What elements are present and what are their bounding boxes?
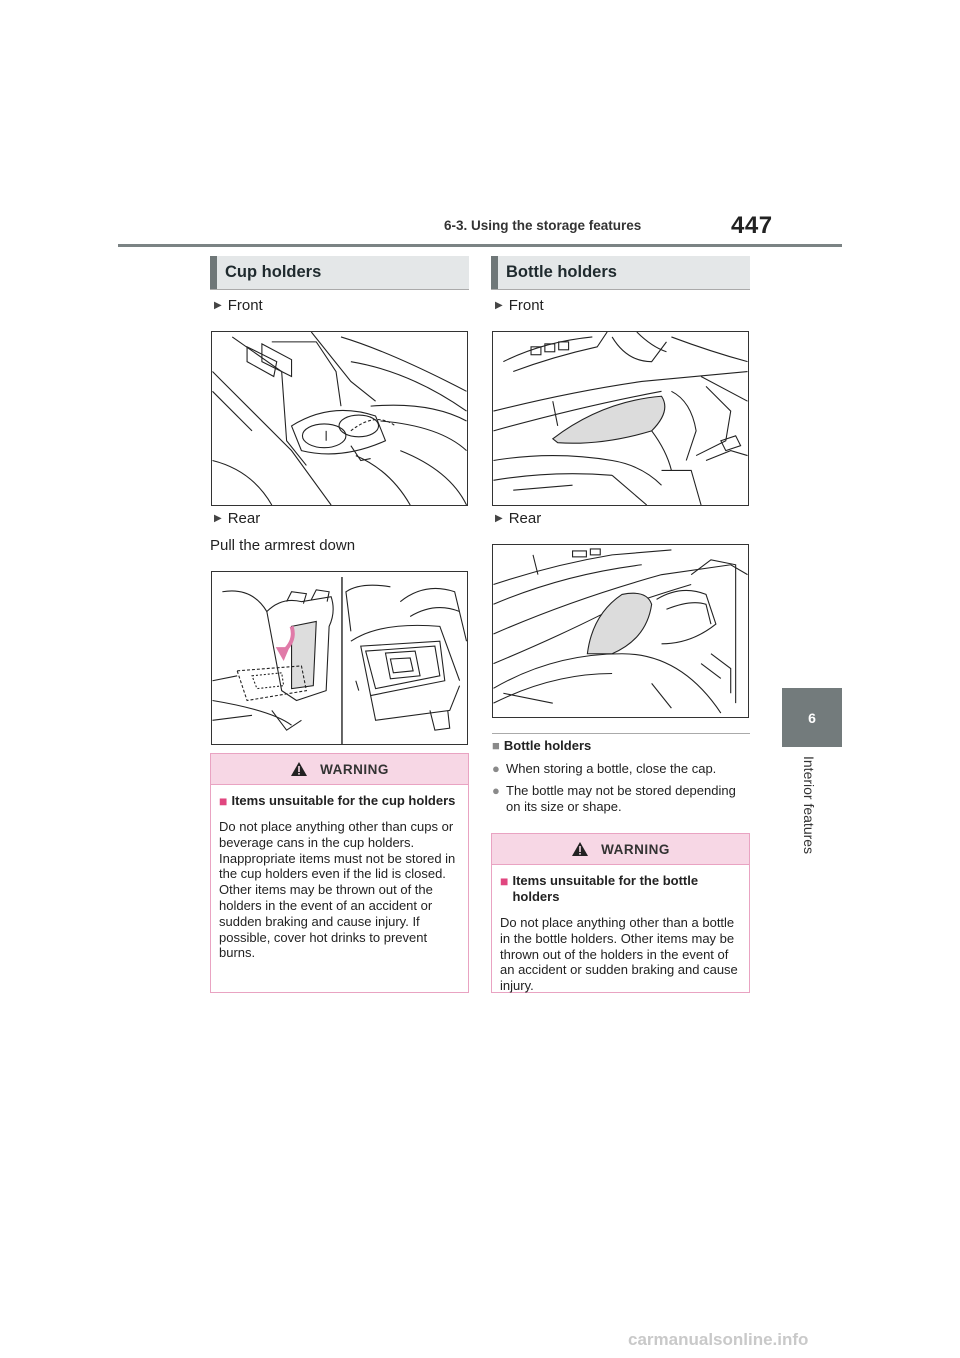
- cup-rear-label: ▶ Rear: [214, 510, 261, 527]
- triangle-bullet-icon: ▶: [495, 513, 503, 524]
- cup-holder-front-drawing: [212, 332, 467, 505]
- cup-holder-rear-illustration: [211, 571, 468, 745]
- cup-holders-heading-text: Cup holders: [225, 263, 322, 281]
- note-rule: [492, 733, 750, 734]
- section-title: 6-3. Using the storage features: [444, 218, 642, 233]
- warning-label: WARNING: [601, 841, 670, 857]
- bottle-note-item: ● When storing a bottle, close the cap.: [492, 761, 717, 776]
- bottle-holders-heading-text: Bottle holders: [506, 263, 617, 281]
- warning-header: [211, 754, 468, 785]
- bottle-rear-label: ▶ Rear: [495, 510, 542, 527]
- warning-triangle-icon: [571, 841, 589, 857]
- cup-holder-rear-drawing: [212, 572, 467, 744]
- chapter-number: 6: [808, 709, 816, 726]
- triangle-bullet-icon: ▶: [214, 513, 222, 524]
- bottle-note-title: ■ Bottle holders: [492, 738, 592, 753]
- cup-holders-warning: [210, 753, 469, 993]
- chapter-title: Interior features: [801, 756, 817, 855]
- triangle-bullet-icon: ▶: [495, 300, 503, 311]
- square-marker-icon: ■: [492, 738, 500, 753]
- square-marker-icon: ■: [500, 873, 509, 889]
- heading-rule: [210, 289, 469, 290]
- bullet-dot-icon: ●: [492, 761, 500, 776]
- bottle-holders-heading: [491, 256, 750, 289]
- watermark: carmanualsonline.info: [628, 1330, 809, 1349]
- warning-text: Do not place anything other than cups or beverage cans in the cup holders. Inappropriate items must not be stored in the cup holders even if the lid is closed. Other items may be thrown out of the holders in the event of an accident or sudden braking and cause injury. If possible, cover hot drinks to prevent burns.: [219, 819, 456, 961]
- warning-title: ■ Items unsuitable for the bottle holders: [500, 873, 699, 904]
- header-rule: [118, 244, 842, 247]
- warning-header: [492, 834, 749, 865]
- cup-rear-instruction: Pull the armrest down: [210, 537, 356, 554]
- bottle-holder-front-drawing: [493, 332, 748, 505]
- triangle-bullet-icon: ▶: [214, 300, 222, 311]
- cup-front-label: ▶ Front: [214, 297, 263, 314]
- warning-triangle-icon: [290, 761, 308, 777]
- warning-label: WARNING: [320, 761, 389, 777]
- bottle-holders-warning: [491, 833, 750, 993]
- bullet-dot-icon: ●: [492, 783, 500, 798]
- bottle-front-label: ▶ Front: [495, 297, 544, 314]
- bottle-note-item: ● The bottle may not be stored depending on its size or shape.: [492, 783, 736, 814]
- chapter-tab[interactable]: [782, 688, 842, 747]
- page-number: 447: [731, 212, 773, 239]
- bottle-holder-rear-drawing: [493, 545, 748, 717]
- bottle-holder-rear-illustration: [492, 544, 749, 718]
- cup-holder-front-illustration: [211, 331, 468, 506]
- cup-holders-heading: [210, 256, 469, 289]
- chapter-title-vertical: [798, 756, 820, 876]
- warning-title: ■ Items unsuitable for the cup holders: [219, 793, 456, 809]
- heading-rule: [491, 289, 750, 290]
- bottle-holder-front-illustration: [492, 331, 749, 506]
- warning-text: Do not place anything other than a bottle in the bottle holders. Other items may be thrown out of the holders in the event of an accident or sudden braking and cause injury.: [500, 915, 738, 994]
- square-marker-icon: ■: [219, 793, 228, 809]
